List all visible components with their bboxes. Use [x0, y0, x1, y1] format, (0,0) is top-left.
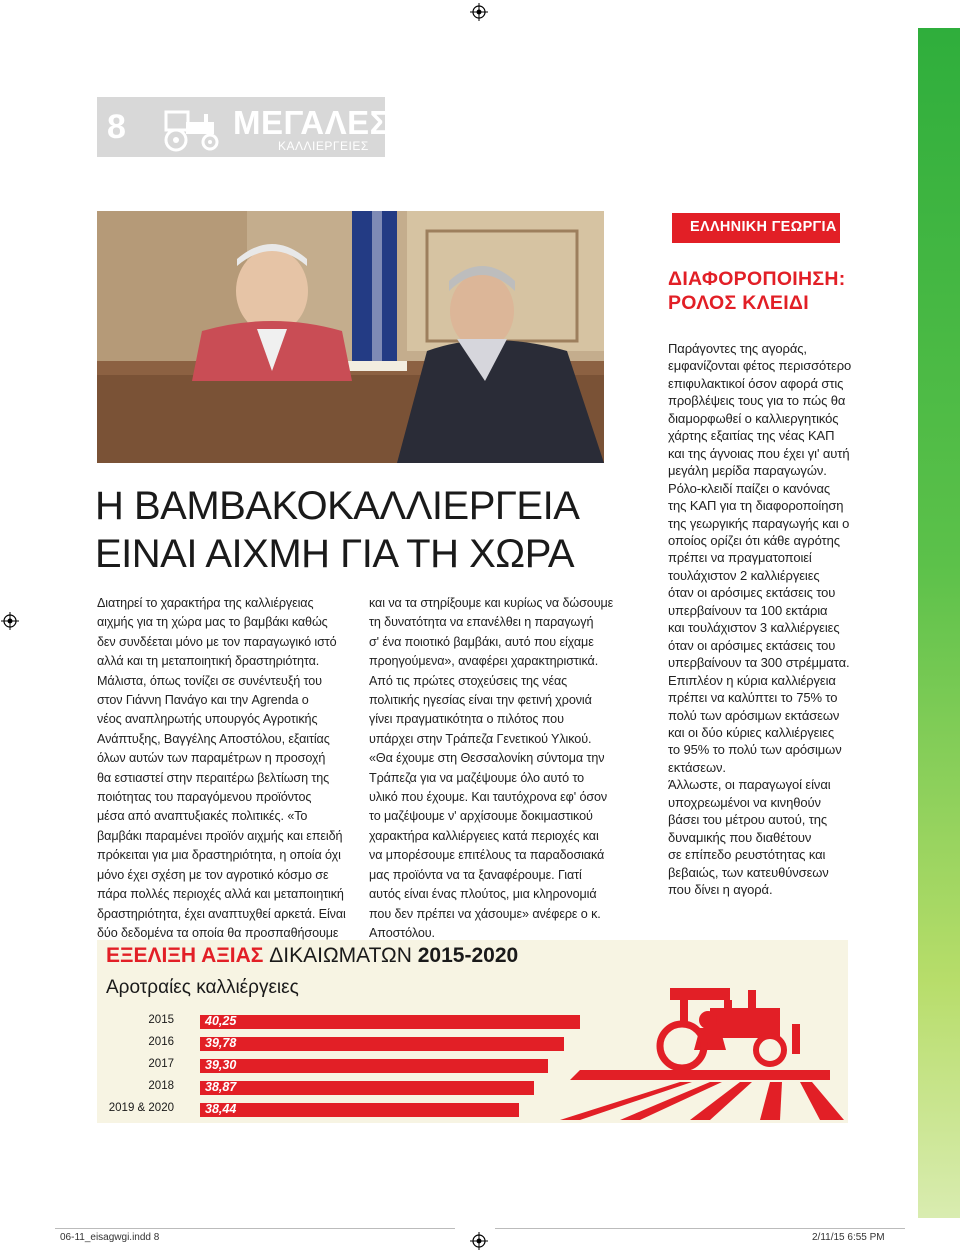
text-line: βάσει του μέτρου αυτού, της: [668, 812, 828, 828]
text-line: Ανάπτυξης, Βαγγέλης Αποστόλου, εξαιτίας: [97, 731, 330, 746]
text-line: πολύ των αρόσιμων εκτάσεων: [668, 707, 840, 723]
text-line: σε επίπεδο ρευστότητας και: [668, 847, 826, 863]
footer-file-name: 06-11_eisagwgi.indd 8: [60, 1232, 160, 1243]
text-line: χαρακτήρα καλλιέργειες κατά περιοχές και: [369, 828, 599, 843]
text-line: μας προϊόντα να τα ξαναφέρουμε. Γιατί: [369, 867, 582, 882]
text-line: μόνο έχει σχέση με τον αγροτικό κόσμο σε: [97, 867, 329, 882]
text-line: Τράπεζα για να μαζέψουμε όλο αυτό το: [369, 770, 585, 785]
interview-photo: [97, 211, 604, 463]
text-line: νέος αναπληρωτής υπουργός Αγροτικής: [97, 712, 318, 727]
bar-value-label: 38,44: [205, 1102, 237, 1116]
text-line: πάρα πολλές περιοχές αλλά και μεταποιητική: [97, 887, 344, 902]
page-number: 8: [107, 108, 126, 146]
text-line: προηγούμενα», αναφέρει χαρακτηριστικά.: [369, 654, 599, 669]
text-line: και τουλάχιστον 3 καλλιέργειες: [668, 620, 840, 636]
text-line: της ΚΑΠ για τη διαφοροποίηση: [668, 498, 844, 514]
text-line: αυτός είναι ένας πλούτος, μια κληρονομιά: [369, 887, 597, 902]
text-line: πρέπει να πραγματοποιεί: [668, 550, 812, 566]
bar-category-label: 2017: [148, 1058, 174, 1070]
text-line: Από τις πρώτες στοχεύσεις της νέας: [369, 673, 568, 688]
chart-title: [106, 944, 518, 968]
section-subtitle: ΚΑΛΛΙΕΡΓΕΙΕΣ: [278, 139, 369, 153]
registration-mark-icon: [470, 3, 488, 21]
sidebar-title-line1: ΔΙΑΦΟΡΟΠΟΙΗΣΗ:: [668, 268, 846, 290]
text-line: προβλέψεις τους για το πώς θα: [668, 393, 846, 409]
section-title: ΜΕΓΑΛΕΣ: [233, 104, 390, 141]
text-line: πολιτικής ηγεσίας είναι την φετινή χρονιά: [369, 693, 592, 708]
text-line: αλλά και τη μεταποιητική δραστηριότητα.: [97, 654, 320, 669]
footer-divider: [55, 1228, 455, 1229]
text-line: ποιότητας του παραγόμενου προϊόντος: [97, 790, 312, 805]
bar-value-label: 38,87: [205, 1080, 237, 1094]
bar-category-label: 2016: [148, 1036, 174, 1048]
text-line: επιφυλακτικοί όσον αφορά στις: [668, 375, 844, 391]
bar: [200, 1059, 548, 1073]
bar-value-label: 39,30: [205, 1058, 237, 1072]
text-line: υποχρεωμένοι να κινηθούν: [668, 794, 821, 810]
side-green-strip: [918, 28, 960, 1218]
text-line: γίνει πραγματικότητα ο πιλότος που: [369, 712, 564, 727]
text-line: χάρτης εξαιτίας της νέας ΚΑΠ: [668, 428, 835, 444]
text-line: και της άγνοιας που έχει γι' αυτή: [668, 445, 850, 461]
text-line: εμφανίζονται φέτος περισσότερο: [668, 358, 852, 374]
bar: [200, 1081, 534, 1095]
text-line: δύο δεδομένα τα οποία θα προσπαθήσουμε: [97, 925, 339, 940]
text-line: μέσα από αναπτυξιακές πολιτικές. «Το: [97, 809, 308, 824]
text-line: το μαζέψουμε ν' αρχίσουμε δοκιμαστικού: [369, 809, 593, 824]
text-line: Παράγοντες της αγοράς,: [668, 341, 807, 356]
text-line: οποίος ορίζει ότι κάθε αγρότης: [668, 532, 840, 548]
footer-divider: [495, 1228, 905, 1229]
text-line: Άλλωστε, οι παραγωγοί είναι: [668, 777, 831, 793]
sidebar-kicker: ΕΛΛΗΝΙΚΗ ΓΕΩΡΓΙΑ: [690, 219, 837, 235]
text-line: τη δυνατότητα να επανέλθει η παραγωγή: [369, 615, 594, 630]
text-line: εκτάσεων.: [668, 759, 726, 775]
text-line: της γεωργικής παραγωγής και ο: [668, 515, 850, 531]
article-column-1: [97, 594, 346, 943]
text-line: Αποστόλου.: [369, 925, 435, 940]
text-line: στον Γιάννη Πανάγο και την Agrenda ο: [97, 693, 309, 708]
bar-category-label: 2019 & 2020: [108, 1102, 174, 1114]
text-line: τουλάχιστον 2 καλλιέργειες: [668, 567, 820, 583]
sidebar-text: [668, 340, 851, 899]
text-line: όλων αυτών των παραμέτρων η προσοχή: [97, 751, 326, 766]
bar-category-label: 2015: [148, 1014, 174, 1026]
text-line: διαμορφωθεί ο καλλιεργητικός: [668, 410, 839, 426]
text-line: όταν οι αρόσιμες εκτάσεις του: [668, 637, 836, 653]
text-line: δυναμικής που διαθέτουν: [668, 829, 812, 845]
chart-title-years: 2015-2020: [417, 944, 519, 967]
article-headline-line1: Η ΒΑΜΒΑΚΟΚΑΛΛΙΕΡΓΕΙΑ: [95, 484, 580, 528]
text-line: να μπορέσουμε επιτέλους τα παραδοσιακά: [369, 848, 605, 863]
text-line: και οι δύο κύριες καλλιέργειες: [668, 724, 835, 740]
text-line: υλικό που έχουμε. Και ταυτόχρονα εφ' όσον: [369, 790, 608, 805]
text-line: Μάλιστα, όπως τονίζει σε συνέντευξή του: [97, 673, 322, 688]
bar-category-label: 2018: [148, 1080, 174, 1092]
bar: [200, 1103, 519, 1117]
text-line: Ρόλο-κλειδί παίζει ο κανόνας: [668, 480, 831, 496]
text-line: πρόκειται για μια δραστηριότητα, η οποία όχι: [97, 848, 341, 863]
text-line: Επιπλέον η κύρια καλλιέργεια: [668, 672, 836, 688]
bar: [200, 1037, 564, 1051]
registration-mark-icon: [1, 612, 19, 630]
chart-title-thin: ΔΙΚΑΙΩΜΑΤΩΝ: [269, 944, 412, 967]
footer-date: 2/11/15 6:55 PM: [812, 1232, 885, 1243]
tractor-icon: [160, 104, 224, 152]
text-line: όταν οι αρόσιμες εκτάσεις του: [668, 585, 836, 601]
registration-mark-icon: [470, 1232, 488, 1250]
text-line: που δίνει η αγορά.: [668, 882, 773, 898]
text-line: πρέπει να καλύπτει το 75% το: [668, 690, 838, 706]
text-line: θα εστιαστεί στην περαιτέρω βελτίωση της: [97, 770, 330, 785]
text-line: Διατηρεί το χαρακτήρα της καλλιέργειας: [97, 596, 314, 610]
text-line: υπερβαίνουν τα 300 στρέμματα.: [668, 655, 850, 671]
tractor-field-illustration: [560, 958, 846, 1120]
text-line: αιχμής για τη χώρα μας το βαμβάκι καθώς: [97, 615, 328, 630]
article-column-2: [369, 594, 613, 943]
text-line: που δεν πρέπει να χάσουμε» ανέφερε ο κ.: [369, 906, 601, 921]
chart-subtitle: Αροτραίες καλλιέργειες: [106, 977, 299, 998]
text-line: «Θα έχουμε στη Θεσσαλονίκη σύντομα την: [369, 751, 605, 766]
text-line: υπερβαίνουν τα 100 εκτάρια: [668, 602, 828, 618]
text-line: βαμβάκι παραμένει προϊόν αιχμής και επειδή: [97, 828, 343, 843]
text-line: και να τα στηρίξουμε και κυρίως να δώσουμε: [369, 596, 614, 610]
chart-title-red: ΕΞΕΛΙΞΗ ΑΞΙΑΣ: [106, 944, 264, 967]
text-line: δραστηριότητα, έχει αναπτυχθεί αρκετά. Είναι: [97, 906, 346, 921]
text-line: το 95% το πολύ των αρόσιμων: [668, 742, 842, 758]
text-line: βεβαιώς, των κατευθύνσεων: [668, 864, 829, 880]
text-line: σ' ένα ποιοτικό βαμβάκι, αυτό που είχαμε: [369, 634, 594, 649]
sidebar-title-line2: ΡΟΛΟΣ ΚΛΕΙΔΙ: [668, 292, 809, 314]
article-headline-line2: ΕΙΝΑΙ ΑΙΧΜΗ ΓΙΑ ΤΗ ΧΩΡΑ: [95, 532, 575, 576]
text-line: δεν συνδέεται μόνο με τον παραγωγικό ιστό: [97, 634, 337, 649]
text-line: υπάρχει στην Τράπεζα Γενετικού Υλικού.: [369, 731, 592, 746]
bar-value-label: 40,25: [205, 1014, 237, 1028]
bar: [200, 1015, 580, 1029]
text-line: μεγάλη μερίδα παραγωγών.: [668, 463, 827, 479]
bar-value-label: 39,78: [205, 1036, 237, 1050]
